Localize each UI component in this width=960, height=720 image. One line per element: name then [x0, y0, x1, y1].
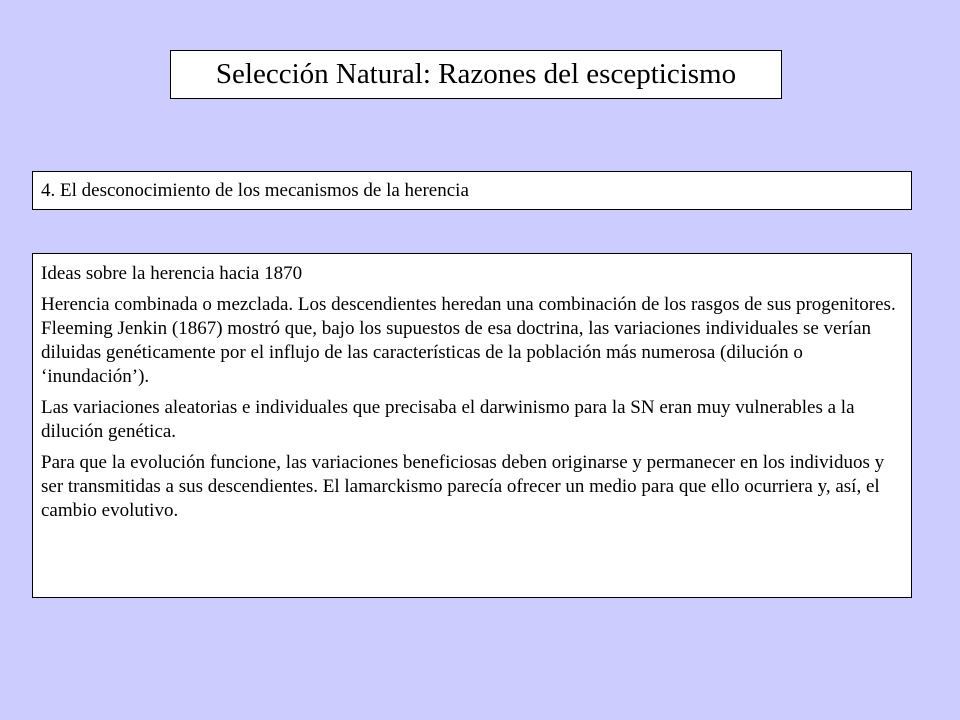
section-heading: 4. El desconocimiento de los mecanismos de la herencia	[41, 179, 469, 201]
paragraph-lamarckism: Para que la evolución funcione, las variaciones beneficiosas deben originarse y permanecer en los individuos y ser transmitidas a sus descendientes. El lamarckismo parecía ofrecer un medio para que ello ocurriera y, así, el cambio evolutivo.	[41, 452, 885, 521]
title-box	[170, 50, 782, 99]
content-box	[32, 253, 912, 598]
paragraph-genetic-dilution: Las variaciones aleatorias e individuales que precisaba el darwinismo para la SN eran muy vulnerables a la dilución genética.	[41, 397, 855, 442]
section-heading-box	[32, 171, 912, 210]
paragraph-blending-inheritance: Herencia combinada o mezclada. Los descendientes heredan una combinación de los rasgos de sus progenitores. Fleeming Jenkin (1867) mostró que, bajo los supuestos de esa doctrina, las variaciones individuales se verían diluidas genéticamente por el influjo de las características de la población más numerosa (dilución o ‘inundación’).	[41, 294, 896, 387]
slide-title: Selección Natural: Razones del escepticismo	[215, 58, 737, 90]
content-heading: Ideas sobre la herencia hacia 1870	[41, 263, 303, 284]
